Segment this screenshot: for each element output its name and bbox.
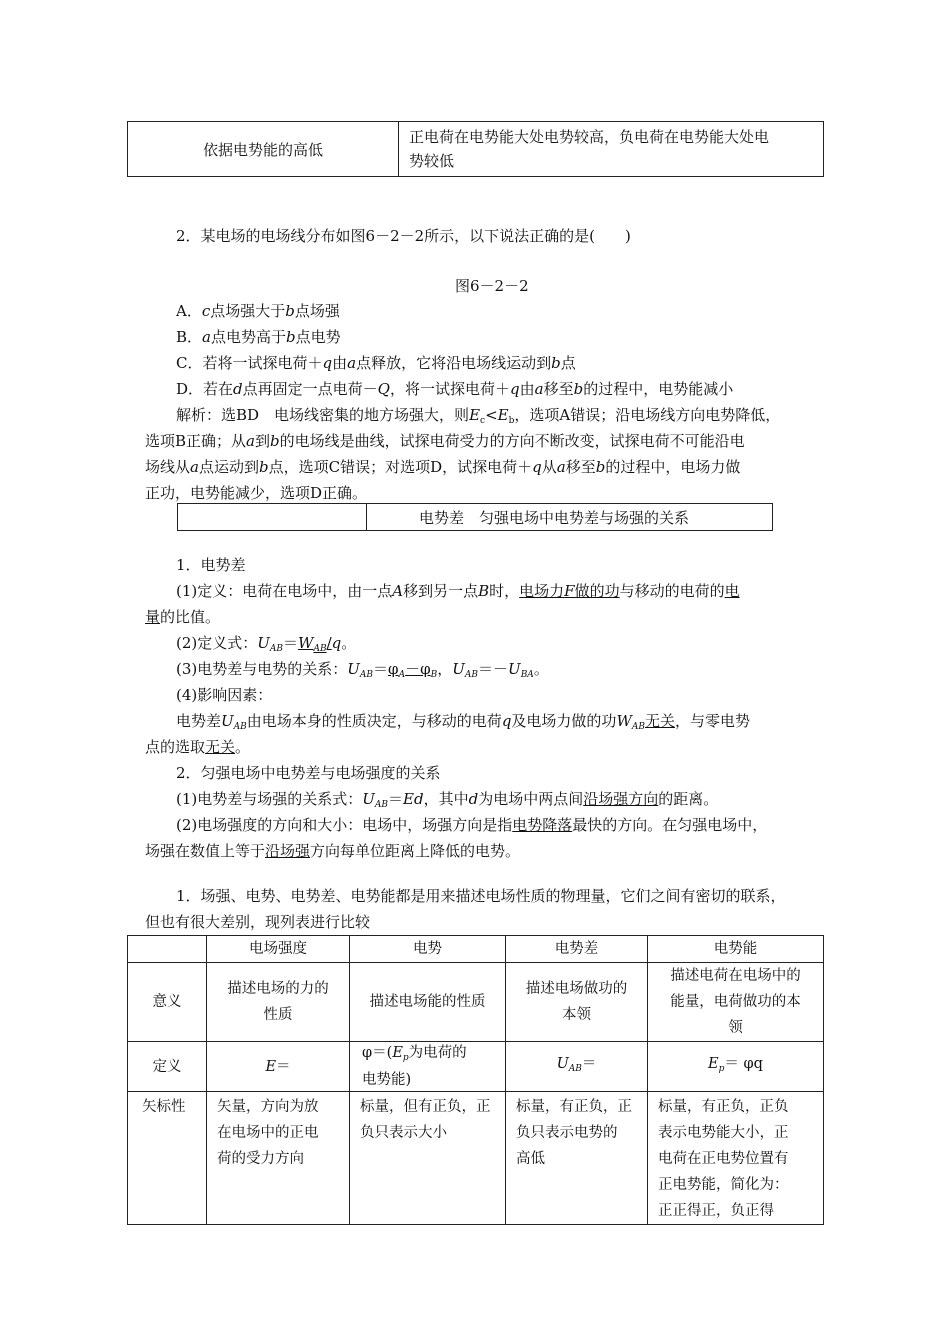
header-cell-empty	[128, 936, 207, 963]
header-cell-potential-difference: 电势差	[506, 936, 648, 963]
section-title-box	[177, 503, 773, 531]
pd-relation: (3)电势差与电势的关系：$U_{AB}=\varphi_A-\varphi_B$，$U_{AB}=-U_{BA}$。	[176, 660, 549, 680]
pd-definition-line-2: 量的比值。	[145, 608, 221, 626]
analysis-line-1: 解析：选BD 电场线密集的地方场强大，则$E_c<E_b$，选项A错误；沿电场线方向电势降低，	[176, 406, 781, 426]
compare-intro-line-1: 1．场强、电势、电势差、电势能都是用来描述电场性质的物理量，它们之间有密切的联系，	[176, 887, 786, 905]
top-table-right-line1: 正电荷在电势能大处电势较高，负电荷在电势能大处电	[409, 128, 770, 146]
header-cell-field-strength: 电场强度	[207, 936, 350, 963]
uf-relation-line: (1)电势差与场强的关系式：$U_{AB}=Ed$，其中d为电场中两点间沿场强方向的距离。	[176, 790, 719, 810]
table-header-row	[128, 936, 824, 963]
header-cell-potential: 电势	[350, 936, 506, 963]
pd-factor-line-1: 电势差$U_{AB}$由电场本身的性质决定，与移动的电荷q及电场力做的功$W_{AB}$无关，与零电势	[176, 712, 751, 732]
definition-field-strength: E＝	[207, 1042, 350, 1092]
top-table-right-cell	[399, 122, 824, 177]
option-d: D．若在d点再固定一点电荷－Q，将一试探电荷＋q由a移至b的过程中，电势能减小	[176, 380, 734, 398]
pd-formula: (2)定义式：$U_{AB}=W_{AB}/q$。	[176, 634, 357, 654]
top-table-left-cell	[128, 122, 399, 177]
vector-potential-energy: 标量，有正负，正负 表示电势能大小，正 电荷在正电势位置有 正电势能，简化为： 正正得正，负正得	[648, 1092, 824, 1225]
meaning-field-strength: 描述电场的力的 性质	[207, 963, 350, 1042]
question-2-stem: 2．某电场的电场线分布如图6－2－2所示，以下说法正确的是( )	[176, 227, 631, 245]
uf-direction-line-1: (2)电场强度的方向和大小：电场中，场强方向是指电势降落最快的方向。在匀强电场中，	[176, 816, 768, 834]
heading-potential-difference: 1．电势差	[176, 556, 246, 574]
figure-caption: 图6－2－2	[455, 277, 529, 295]
top-table-left-text: 依据电势能的高低	[202, 140, 323, 159]
analysis-line-3: 场线从a点运动到b点，选项C错误；对选项D，试探电荷＋q从a移至b的过程中，电场力做	[145, 458, 741, 476]
option-c: C．若将一试探电荷＋q由a点释放，它将沿电场线运动到b点	[176, 354, 576, 372]
vector-potential-difference: 标量，有正负，正 负只表示电势的 高低	[506, 1092, 648, 1225]
comparison-table	[127, 935, 824, 1225]
heading-uniform-field: 2．匀强电场中电势差与电场强度的关系	[176, 764, 441, 782]
table-row-vector-scalar	[128, 1092, 824, 1225]
row-label-vector-scalar: 矢标性	[128, 1092, 207, 1225]
header-cell-potential-energy: 电势能	[648, 936, 824, 963]
pd-factor-line-2: 点的选取无关。	[145, 738, 251, 756]
top-table	[127, 121, 824, 177]
vector-potential: 标量，但有正负，正 负只表示大小	[350, 1092, 506, 1225]
meaning-potential-difference: 描述电场做功的 本领	[506, 963, 648, 1042]
pd-factor-title: (4)影响因素：	[176, 686, 273, 704]
uf-direction-line-2: 场强在数值上等于沿场强方向每单位距离上降低的电势。	[145, 842, 521, 860]
row-label-definition: 定义	[128, 1042, 207, 1092]
meaning-potential-energy: 描述电荷在电场中的 能量，电荷做功的本 领	[648, 963, 824, 1042]
option-b: B．a点电势高于b点电势	[176, 328, 341, 346]
table-row-definition	[128, 1042, 824, 1092]
definition-potential: $\varphi=(E_p$为电荷的 电势能)	[350, 1042, 506, 1092]
meaning-potential: 描述电场能的性质	[350, 963, 506, 1042]
definition-potential-difference: $U_{AB}=$	[506, 1042, 648, 1092]
pd-definition-line-1: (1)定义：电荷在电场中，由一点A移到另一点B时，电场力F做的功与移动的电荷的电	[176, 582, 740, 600]
section-title-cell	[367, 504, 773, 531]
analysis-line-4: 正功，电势能减少，选项D正确。	[145, 484, 368, 502]
vector-field-strength: 矢量，方向为放 在电场中的正电 荷的受力方向	[207, 1092, 350, 1225]
section-title: 电势差 匀强电场中电势差与场强的关系	[419, 508, 690, 527]
table-row-meaning	[128, 963, 824, 1042]
analysis-line-2: 选项B正确；从a到b的电场线是曲线，试探电荷受力的方向不断改变，试探电荷不可能沿电	[145, 432, 745, 450]
definition-potential-energy: $E_p= \varphi q$	[648, 1042, 824, 1092]
option-a: A．c点场强大于b点场强	[176, 302, 340, 320]
top-table-right-line2: 势较低	[409, 152, 455, 170]
row-label-meaning: 意义	[128, 963, 207, 1042]
section-title-empty-cell	[178, 504, 367, 531]
compare-intro-line-2: 但也有很大差别，现列表进行比较	[145, 913, 371, 931]
